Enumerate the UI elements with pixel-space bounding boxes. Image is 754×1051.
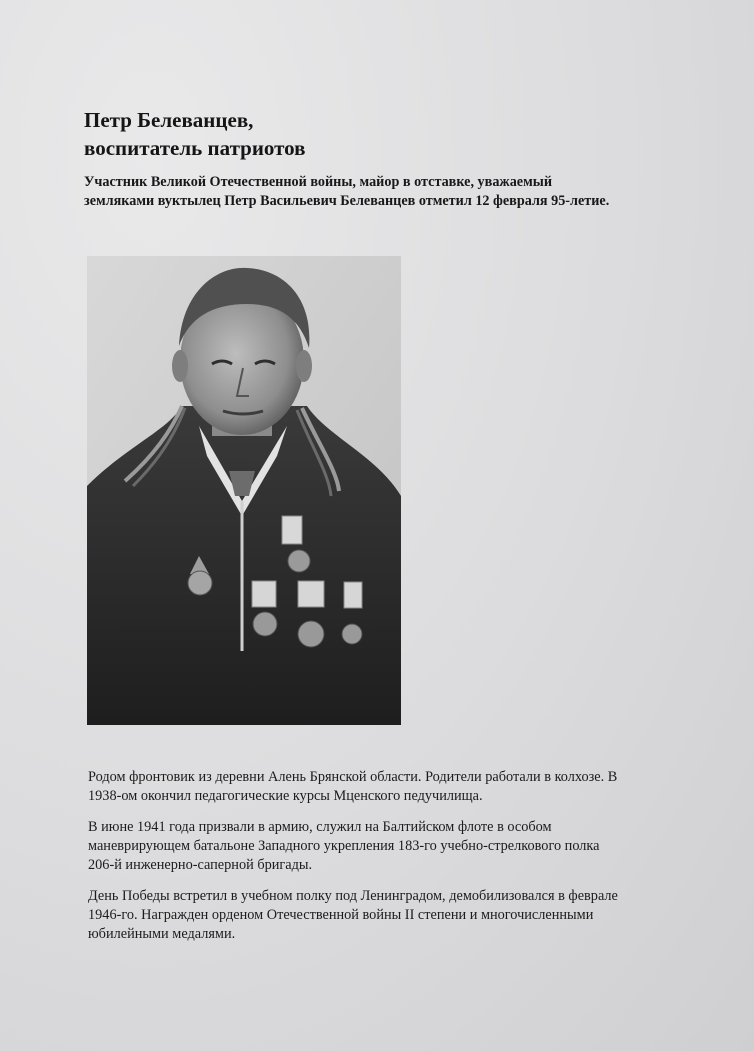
paragraph-2-line-3: 206-й инженерно-саперной бригады. bbox=[88, 857, 313, 873]
title-line-2: воспитатель патриотов bbox=[84, 136, 306, 160]
paragraph-1 bbox=[88, 768, 688, 806]
article-title bbox=[84, 106, 504, 162]
title-line-1: Петр Белеванцев, bbox=[84, 108, 254, 132]
portrait-illustration bbox=[87, 256, 401, 725]
paragraph-2 bbox=[88, 818, 688, 875]
paragraph-3-line-2: 1946-го. Награжден орденом Отечественной войны II степени и многочисленными bbox=[88, 907, 594, 923]
paragraph-3-line-1: День Победы встретил в учебном полку под Ленинградом, демобилизовался в феврале bbox=[88, 888, 618, 904]
paragraph-1-line-2: 1938-ом окончил педагогические курсы Мценского педучилища. bbox=[88, 788, 483, 804]
portrait-photo bbox=[87, 256, 401, 725]
article-lead bbox=[84, 173, 704, 211]
paragraph-3-line-3: юбилейными медалями. bbox=[88, 926, 236, 942]
paragraph-3 bbox=[88, 887, 688, 944]
paragraph-1-line-1: Родом фронтовик из деревни Алень Брянской области. Родители работали в колхозе. В bbox=[88, 769, 618, 785]
paragraph-2-line-2: маневрирующем батальоне Западного укрепления 183-го учебно-стрелкового полка bbox=[88, 838, 600, 854]
paragraph-2-line-1: В июне 1941 года призвали в армию, служил на Балтийском флоте в особом bbox=[88, 819, 552, 835]
lead-line-1: Участник Великой Отечественной войны, майор в отставке, уважаемый bbox=[84, 174, 552, 190]
lead-line-2: земляками вуктылец Петр Васильевич Белеванцев отметил 12 февраля 95-летие. bbox=[84, 193, 610, 209]
